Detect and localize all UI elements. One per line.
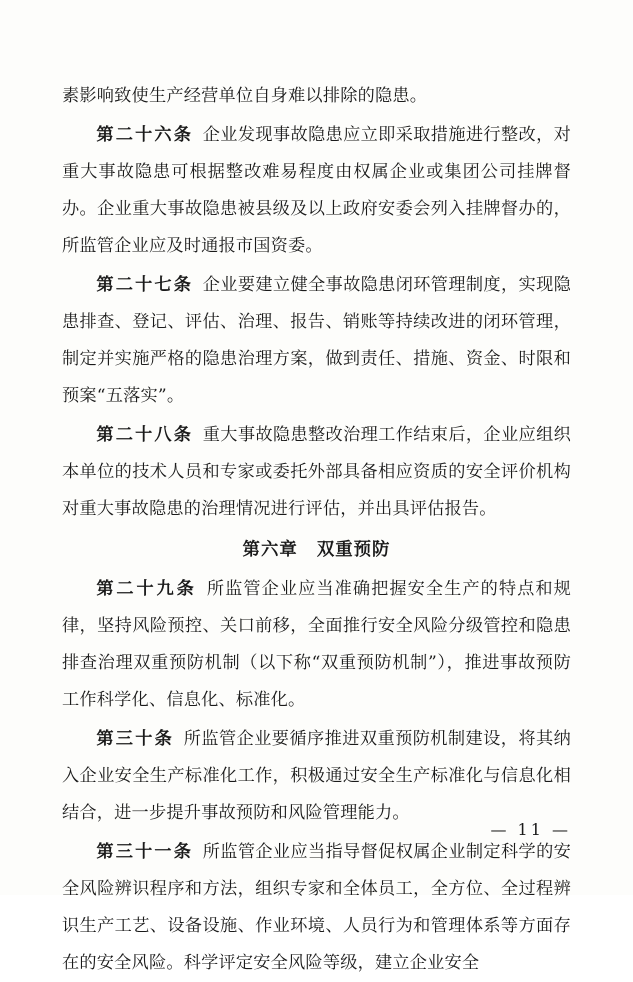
article-label: 第二十六条 <box>96 125 194 145</box>
paragraph-text: 所监管企业要循序推进双重预防机制建设，将其纳入企业安全生产标准化工作，积极通过安全生产标准化与信息化相结合，进一步提升事故预防和风险管理能力。 <box>62 729 571 823</box>
paragraph-article-28 <box>62 417 571 528</box>
paragraph-article-31 <box>62 834 571 982</box>
paragraph-text: 所监管企业应当指导督促权属企业制定科学的安全风险辨识程序和方法，组织专家和全体员工，全方位、全过程辨识生产工艺、设备设施、作业环境、人员行为和管理体系等方面存在的安全风险。科学评定安全风险等级，建立企业安全 <box>62 842 571 973</box>
paragraph-text: 素影响致使生产经营单位自身难以排除的隐患。 <box>62 86 428 106</box>
paragraph-article-26 <box>62 117 571 265</box>
chapter-title: 双重预防 <box>316 540 391 560</box>
paragraph-continued <box>62 78 571 115</box>
paragraph-article-29 <box>62 571 571 719</box>
paragraph-text: 所监管企业应当准确把握安全生产的特点和规律，坚持风险预控、关口前移，全面推行安全风险分级管控和隐患排查治理双重预防机制（以下称“双重预防机制”），推进事故预防工作科学化、信息化、标准化。 <box>62 579 571 710</box>
chapter-heading <box>62 531 571 569</box>
paragraph-article-30 <box>62 721 571 832</box>
paragraph-article-27 <box>62 267 571 415</box>
paragraph-text: 重大事故隐患整改治理工作结束后，企业应组织本单位的技术人员和专家或委托外部具备相应资质的安全评价机构对重大事故隐患的治理情况进行评估，并出具评估报告。 <box>62 425 571 519</box>
paragraph-text: 企业发现事故隐患应立即采取措施进行整改，对重大事故隐患可根据整改难易程度由权属企业或集团公司挂牌督办。企业重大事故隐患被县级及以上政府安委会列入挂牌督办的，所监管企业应及时通报市国资委。 <box>62 125 571 256</box>
article-label: 第三十一条 <box>96 842 194 862</box>
page-number: — 11 — <box>490 820 571 839</box>
document-body <box>62 78 571 982</box>
paragraph-text: 企业要建立健全事故隐患闭环管理制度，实现隐患排查、登记、评估、治理、报告、销账等持续改进的闭环管理，制定并实施严格的隐患治理方案，做到责任、措施、资金、时限和预案“五落实”。 <box>62 275 571 406</box>
article-label: 第二十七条 <box>96 275 194 295</box>
article-label: 第二十九条 <box>96 579 197 599</box>
chapter-number: 第六章 <box>242 540 298 560</box>
article-label: 第三十条 <box>96 729 175 749</box>
article-label: 第二十八条 <box>96 425 194 445</box>
